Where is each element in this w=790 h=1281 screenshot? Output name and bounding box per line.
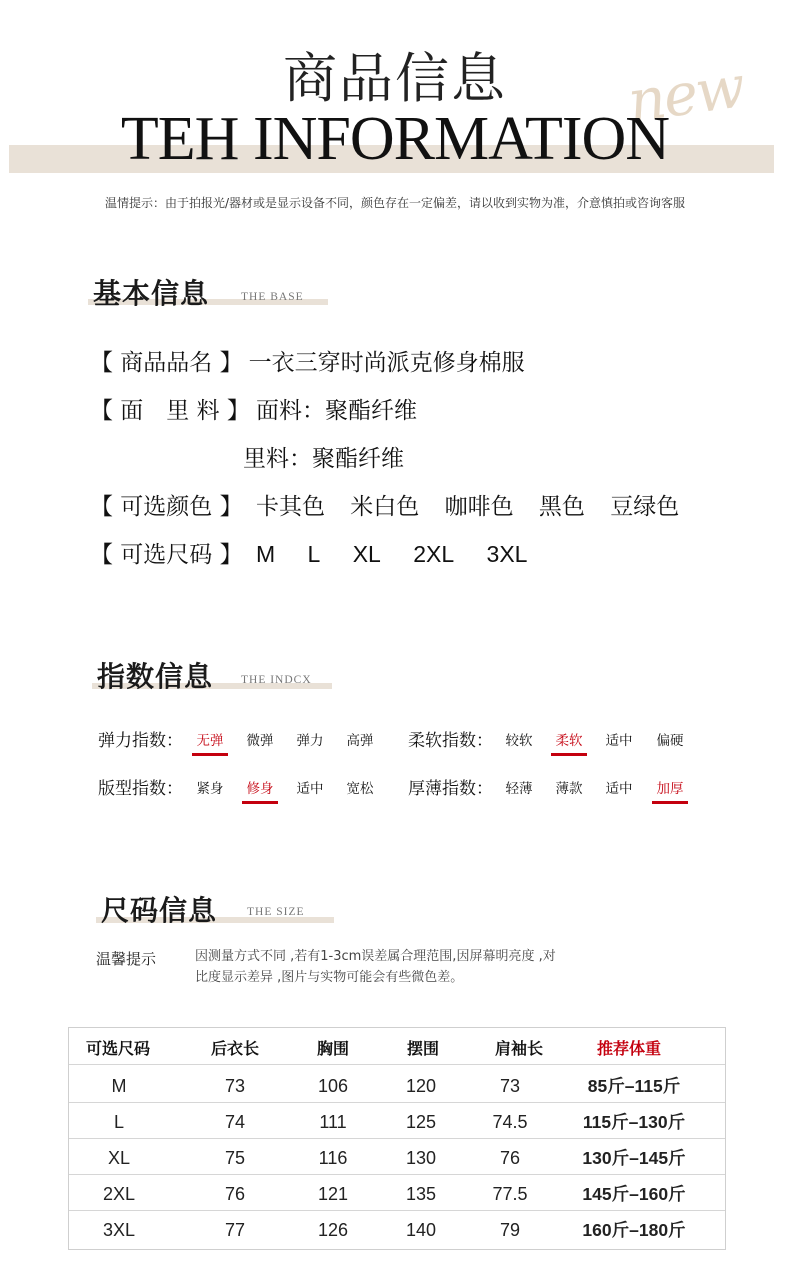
index-option: 弹力 <box>296 733 324 749</box>
index-option: 宽松 <box>346 781 374 797</box>
index-option: 适中 <box>605 781 633 797</box>
index-label-fit: 版型指数： <box>98 779 183 799</box>
table-cell: 75 <box>224 1148 246 1168</box>
page-title-cn: 商品信息 <box>283 47 507 110</box>
info-row-sizes <box>90 536 527 569</box>
section-title-size: 尺码信息 <box>101 894 218 927</box>
color-option: 咖啡色 <box>444 494 514 520</box>
index-option: 轻薄 <box>505 781 533 797</box>
index-option: 适中 <box>296 781 324 797</box>
table-header-cell: 胸围 <box>316 1041 349 1058</box>
table-header-cell: 后衣长 <box>210 1041 259 1058</box>
info-row-colors <box>90 488 679 521</box>
table-cell: 2XL <box>102 1184 136 1204</box>
size-tip-label: 温馨提示 <box>96 950 157 968</box>
section-subtitle-size: THE SIZE <box>247 906 305 918</box>
section-subtitle-index: THE INDCX <box>241 674 312 686</box>
size-tip-line: 因测量方式不同 ,若有1-3cm误差属合理范围,因屏幕明亮度 ,对 <box>195 949 556 964</box>
size-list <box>256 541 528 568</box>
table-cell: 74.5 <box>492 1112 528 1132</box>
info-value-name: 一衣三穿时尚派克修身棉服 <box>248 350 525 376</box>
index-option: 高弹 <box>346 733 374 749</box>
table-header-cell: 摆围 <box>406 1041 439 1058</box>
size-option: M <box>255 541 276 567</box>
table-cell-weight: 115斤–130斤 <box>582 1112 686 1132</box>
table-header-row <box>69 1028 725 1065</box>
table-cell: 74 <box>224 1112 246 1132</box>
table-row <box>69 1138 725 1175</box>
index-label-thickness: 厚薄指数： <box>408 779 493 799</box>
table-row <box>69 1066 725 1103</box>
index-option-selected: 无弹 <box>190 729 230 756</box>
table-header-cell: 肩袖长 <box>494 1041 543 1058</box>
info-value-fabric-lining: 里料：聚酯纤维 <box>243 446 404 472</box>
color-notice: 温情提示：由于拍报光/器材或是显示设备不同，颜色存在一定偏差，请以收到实物为准，介意慎拍或咨询客服 <box>104 196 686 210</box>
table-cell: XL <box>107 1148 131 1168</box>
color-list <box>256 488 679 521</box>
table-cell-weight: 145斤–160斤 <box>582 1184 686 1204</box>
index-label-softness: 柔软指数： <box>408 731 493 751</box>
table-cell: 77 <box>224 1220 246 1240</box>
table-cell: 3XL <box>102 1220 136 1240</box>
table-cell-weight: 160斤–180斤 <box>582 1220 686 1240</box>
table-row <box>69 1174 725 1211</box>
size-tip-line: 比度显示差异 ,图片与实物可能会有些微色差。 <box>195 970 464 985</box>
decorative-new-word: new <box>623 52 748 136</box>
table-cell-weight: 85斤–115斤 <box>587 1076 681 1096</box>
color-option: 米白色 <box>350 494 420 520</box>
section-subtitle-base: THE BASE <box>241 291 304 303</box>
color-option: 豆绿色 <box>610 494 680 520</box>
size-tip-text <box>195 946 625 988</box>
table-cell: 111 <box>319 1112 347 1132</box>
table-cell: L <box>113 1112 124 1132</box>
table-cell: 116 <box>318 1148 348 1168</box>
size-option: 3XL <box>486 541 528 567</box>
table-row <box>69 1210 725 1246</box>
index-option: 偏硬 <box>656 733 684 749</box>
size-table <box>68 1027 726 1250</box>
table-cell: 76 <box>499 1148 521 1168</box>
index-option: 紧身 <box>196 781 224 797</box>
table-cell: 126 <box>317 1220 349 1240</box>
size-option: XL <box>352 541 381 567</box>
color-option: 黑色 <box>538 494 585 520</box>
table-cell: M <box>111 1076 127 1096</box>
table-cell: 125 <box>405 1112 437 1132</box>
table-cell: 135 <box>405 1184 437 1204</box>
color-option: 卡其色 <box>255 494 325 520</box>
page-title-en: TEH INFORMATION <box>120 105 670 173</box>
table-cell: 76 <box>224 1184 246 1204</box>
index-option: 微弹 <box>246 733 274 749</box>
table-cell: 79 <box>499 1220 521 1240</box>
table-cell: 130 <box>405 1148 437 1168</box>
info-key-colors: 【 可选颜色 】 <box>90 494 243 520</box>
table-cell: 106 <box>317 1076 349 1096</box>
index-option: 适中 <box>605 733 633 749</box>
table-cell-weight: 130斤–145斤 <box>582 1148 686 1168</box>
index-option: 较软 <box>505 733 533 749</box>
table-cell: 73 <box>224 1076 246 1096</box>
index-option-selected: 修身 <box>240 777 280 804</box>
table-cell: 120 <box>405 1076 437 1096</box>
table-row <box>69 1102 725 1139</box>
table-cell: 73 <box>499 1076 521 1096</box>
table-cell: 140 <box>405 1220 437 1240</box>
size-option: 2XL <box>413 541 455 567</box>
table-header-cell: 可选尺码 <box>85 1041 150 1058</box>
section-title-index: 指数信息 <box>97 660 214 693</box>
index-option-selected: 加厚 <box>650 777 690 804</box>
info-row-fabric <box>90 392 417 425</box>
table-cell: 77.5 <box>492 1184 528 1204</box>
index-option: 薄款 <box>555 781 583 797</box>
size-option: L <box>307 541 321 567</box>
table-cell: 121 <box>317 1184 349 1204</box>
info-key-sizes: 【 可选尺码 】 <box>90 542 243 568</box>
info-row-name <box>90 344 525 377</box>
info-key-name: 【 商品品名 】 <box>90 350 243 376</box>
table-header-cell: 推荐体重 <box>596 1041 661 1058</box>
index-label-elasticity: 弹力指数： <box>98 731 183 751</box>
section-title-base: 基本信息 <box>93 277 210 310</box>
index-option-selected: 柔软 <box>549 729 589 756</box>
info-key-fabric: 【 面 里 料 】 <box>90 398 250 424</box>
info-value-fabric-outer: 面料：聚酯纤维 <box>255 398 417 424</box>
